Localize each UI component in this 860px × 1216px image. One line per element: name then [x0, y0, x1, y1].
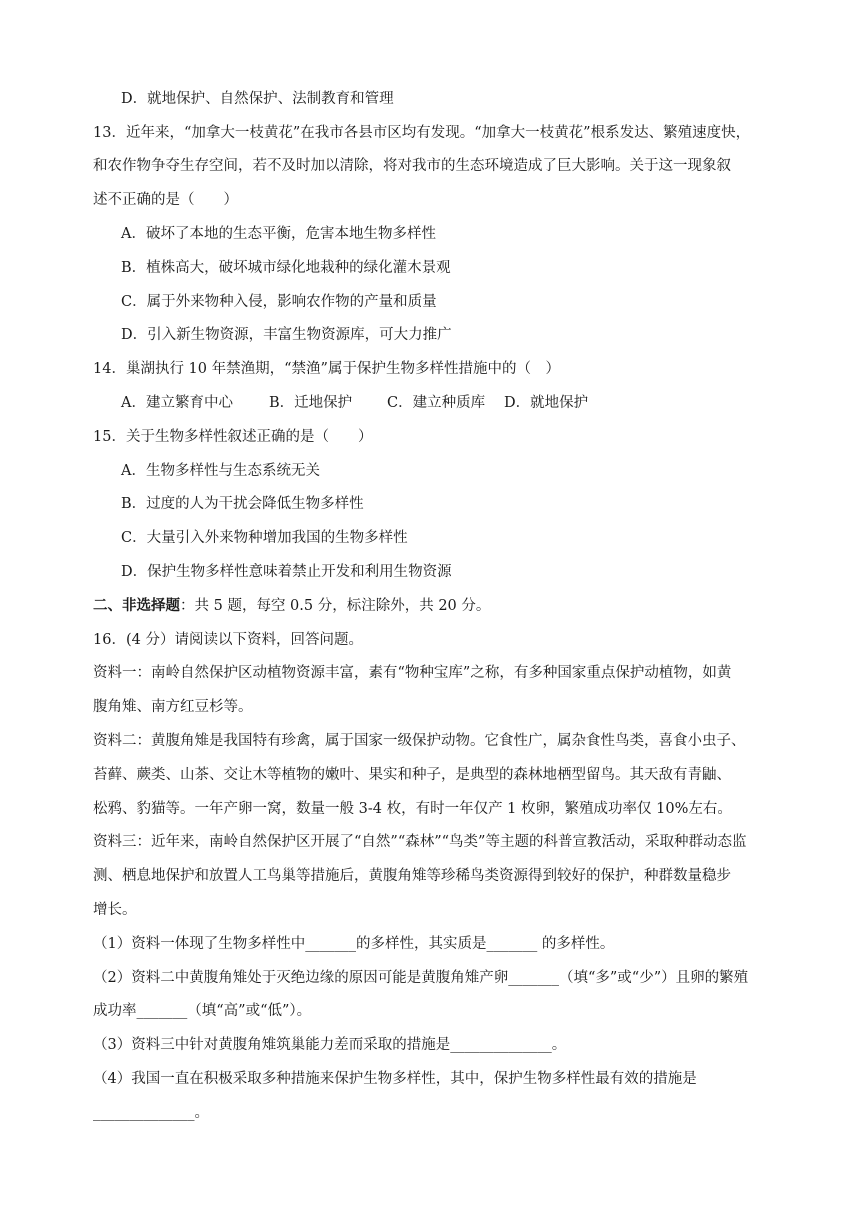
q14-stem: 14．巢湖执行 10 年禁渔期，“禁渔”属于保护生物多样性措施中的（ ） [93, 361, 560, 377]
section-two-header [93, 596, 490, 616]
q16-material-line-6: 资料三：近年来，南岭自然保护区开展了“自然”“森林”“鸟类”等主题的科普宣教活动，采取种群动态监 [93, 834, 747, 850]
q15-option-c: C．大量引入外来物种增加我国的生物多样性 [121, 530, 408, 546]
q13-stem-line-2: 和农作物争夺生存空间，若不及时加以清除，将对我市的生态环境造成了巨大影响。关于这一现象叙 [93, 158, 731, 174]
q16-material-line-3: 资料二：黄腹角雉是我国特有珍禽，属于国家一级保护动物。它食性广，属杂食性鸟类，喜食小虫子、 [93, 733, 746, 749]
q13-option-d: D．引入新生物资源，丰富生物资源库，可大力推广 [121, 327, 452, 343]
q16-material-line-8: 增长。 [93, 902, 137, 918]
q16-sub-4-line-2: ______________。 [93, 1105, 209, 1121]
section-two-description: ：共 5 题，每空 0.5 分，标注除外，共 20 分。 [180, 598, 491, 614]
q16-material-line-2: 腹角雉、南方红豆杉等。 [93, 699, 253, 715]
q14-option-c: C．建立种质库 [387, 395, 486, 411]
q13-option-b: B．植株高大，破坏城市绿化地栽种的绿化灌木景观 [121, 260, 451, 276]
q15-option-a: A．生物多样性与生态系统无关 [121, 463, 320, 479]
q15-option-d: D．保护生物多样性意味着禁止开发和利用生物资源 [121, 564, 452, 580]
q16-sub-2-line-1: （2）资料二中黄腹角雉处于灭绝边缘的原因可能是黄腹角雉产卵_______（填“多”或“少”）且卵的繁殖 [93, 970, 749, 986]
q14-options [121, 393, 588, 413]
q13-stem-line-1: 13．近年来，“加拿大一枝黄花”在我市各县市区均有发现。“加拿大一枝黄花”根系发达、繁殖速度快， [93, 125, 751, 141]
q13-option-c: C．属于外来物种入侵，影响农作物的产量和质量 [121, 294, 437, 310]
q16-material-line-4: 苔藓、蕨类、山茶、交让木等植物的嫩叶、果实和种子，是典型的森林地栖型留鸟。其天敌有青鼬、 [93, 767, 731, 783]
q16-material-line-1: 资料一：南岭自然保护区动植物资源丰富，素有“物种宝库”之称，有多种国家重点保护动植物，如黄 [93, 665, 732, 681]
q16-sub-1: （1）资料一体现了生物多样性中_______的多样性，其实质是_______ 的多样性。 [93, 936, 615, 952]
q16-material-line-5: 松鸦、豹猫等。一年产卵一窝，数量一般 3-4 枚，有时一年仅产 1 枚卵，繁殖成功率仅 10%左右。 [93, 801, 732, 817]
q16-sub-3: （3）资料三中针对黄腹角雉筑巢能力差而采取的措施是______________。 [93, 1037, 567, 1053]
q16-material-line-7: 测、栖息地保护和放置人工鸟巢等措施后，黄腹角雉等珍稀鸟类资源得到较好的保护，种群数量稳步 [93, 868, 731, 884]
q13-stem-line-3: 述不正确的是（ ） [93, 192, 238, 208]
section-two-heading: 二、非选择题 [93, 597, 180, 614]
q15-stem: 15．关于生物多样性叙述正确的是（ ） [93, 429, 373, 445]
q16-stem: 16．(4 分）请阅读以下资料，回答问题。 [93, 632, 363, 648]
q14-option-a: A．建立繁育中心 [121, 395, 233, 411]
q16-sub-2-line-2: 成功率_______（填“高”或“低”）。 [93, 1003, 312, 1019]
q16-sub-4-line-1: （4）我国一直在积极采取多种措施来保护生物多样性，其中，保护生物多样性最有效的措施是 [93, 1071, 697, 1087]
q13-option-a: A．破坏了本地的生态平衡，危害本地生物多样性 [121, 226, 436, 242]
q12-option-d: D．就地保护、自然保护、法制教育和管理 [121, 91, 394, 107]
q14-option-d: D．就地保护 [504, 395, 589, 411]
q14-option-b: B．迁地保护 [269, 395, 353, 411]
q15-option-b: B．过度的人为干扰会降低生物多样性 [121, 496, 364, 512]
